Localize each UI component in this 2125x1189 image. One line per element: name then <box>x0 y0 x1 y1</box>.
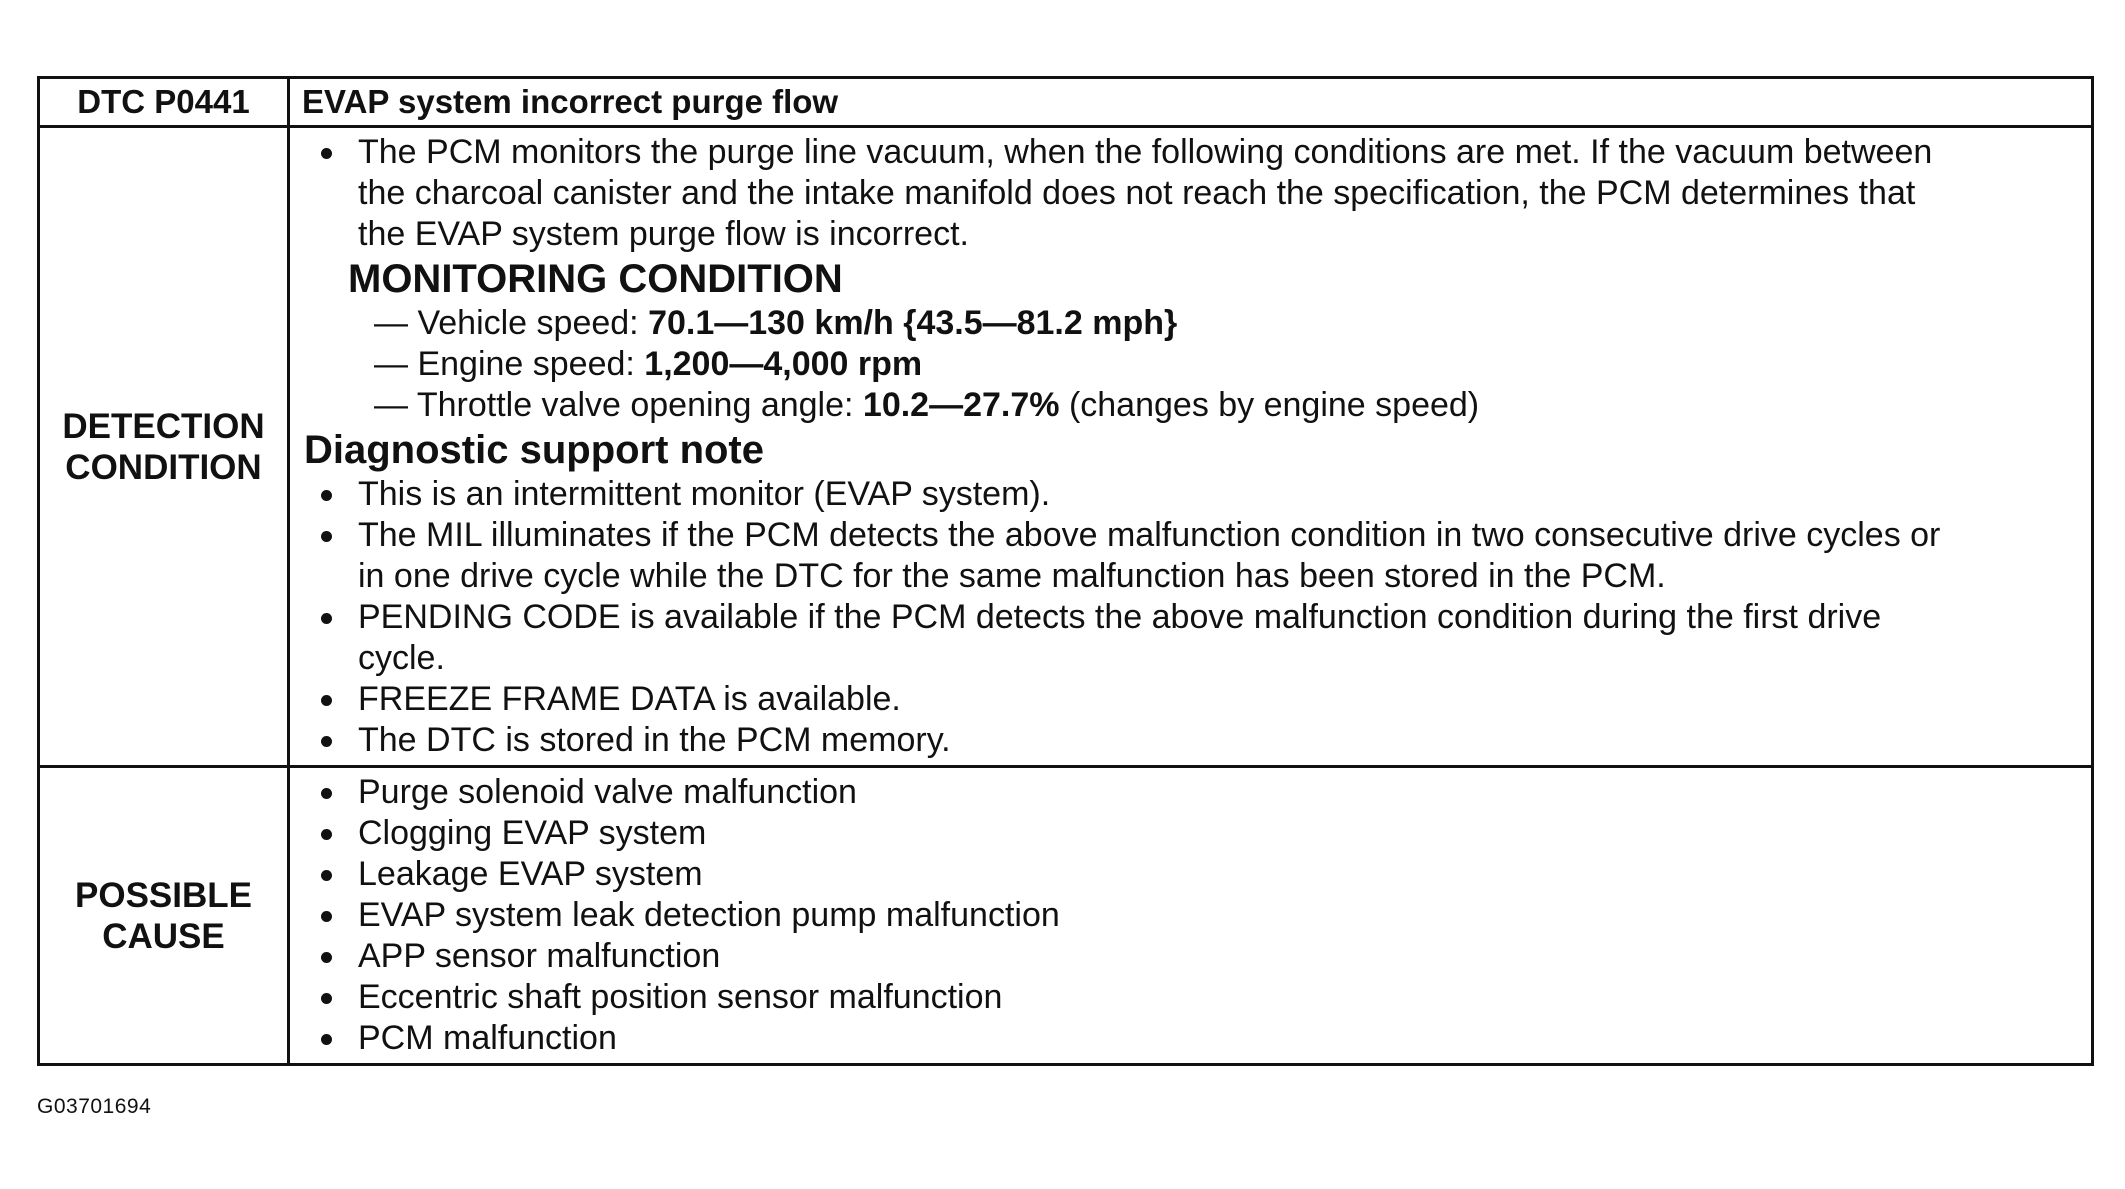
intro-line: the EVAP system purge flow is incorrect. <box>358 215 969 253</box>
cause-item: Eccentric shaft position sensor malfunction <box>302 977 2079 1018</box>
figure-code: G03701694 <box>37 1095 152 1118</box>
support-note <box>302 474 2079 515</box>
condition-throttle-angle <box>302 385 2079 426</box>
note-line: This is an intermittent monitor (EVAP system). <box>358 475 1051 513</box>
cause-item: PCM malfunction <box>302 1018 2079 1059</box>
detection-label-line1: DETECTION <box>62 406 265 446</box>
note-line: cycle. <box>358 639 445 677</box>
cause-item: Purge solenoid valve malfunction <box>302 772 2079 813</box>
intro-line: The PCM monitors the purge line vacuum, when the following conditions are met. If the vacuum between <box>358 133 1933 171</box>
support-note <box>302 515 2079 597</box>
possible-cause-row <box>39 767 2093 1065</box>
cause-item: Clogging EVAP system <box>302 813 2079 854</box>
note-line: The MIL illuminates if the PCM detects the above malfunction condition in two consecutive drive cycles or <box>358 516 1941 554</box>
possible-cause-label <box>39 767 289 1065</box>
support-note <box>302 597 2079 679</box>
dtc-description: EVAP system incorrect purge flow <box>289 78 2093 127</box>
condition-vehicle-speed <box>302 303 2079 344</box>
note-line: in one drive cycle while the DTC for the same malfunction has been stored in the PCM. <box>358 557 1666 595</box>
cause-item: Leakage EVAP system <box>302 854 2079 895</box>
condition-suffix: (changes by engine speed) <box>1059 386 1480 424</box>
note-line: The DTC is stored in the PCM memory. <box>358 721 951 759</box>
monitoring-condition-heading: MONITORING CONDITION <box>348 257 843 301</box>
condition-value: 10.2—27.7% <box>862 386 1060 424</box>
cause-item: APP sensor malfunction <box>302 936 2079 977</box>
cause-label-line2: CAUSE <box>102 916 225 956</box>
dtc-table <box>37 76 2094 1066</box>
note-line: PENDING CODE is available if the PCM detects the above malfunction condition during the first drive <box>358 598 1882 636</box>
condition-label: — Vehicle speed: <box>374 304 649 342</box>
condition-engine-speed <box>302 344 2079 385</box>
intro-line: the charcoal canister and the intake manifold does not reach the specification, the PCM determines that <box>358 174 1916 212</box>
condition-value: 1,200—4,000 rpm <box>644 345 923 383</box>
detection-label-line2: CONDITION <box>65 447 262 487</box>
diagnostic-support-heading: Diagnostic support note <box>304 428 764 472</box>
dtc-code: DTC P0441 <box>39 78 289 127</box>
intro-bullet <box>302 132 2079 255</box>
support-note <box>302 720 2079 761</box>
header-row <box>39 78 2093 127</box>
detection-condition-content <box>289 127 2093 767</box>
cause-label-line1: POSSIBLE <box>75 875 252 915</box>
condition-label: — Throttle valve opening angle: <box>374 386 863 424</box>
condition-value: 70.1—130 km/h {43.5—81.2 mph} <box>648 304 1178 342</box>
note-line: FREEZE FRAME DATA is available. <box>358 680 901 718</box>
cause-item: EVAP system leak detection pump malfunction <box>302 895 2079 936</box>
possible-cause-content <box>289 767 2093 1065</box>
support-note <box>302 679 2079 720</box>
detection-condition-label <box>39 127 289 767</box>
condition-label: — Engine speed: <box>374 345 645 383</box>
detection-condition-row <box>39 127 2093 767</box>
